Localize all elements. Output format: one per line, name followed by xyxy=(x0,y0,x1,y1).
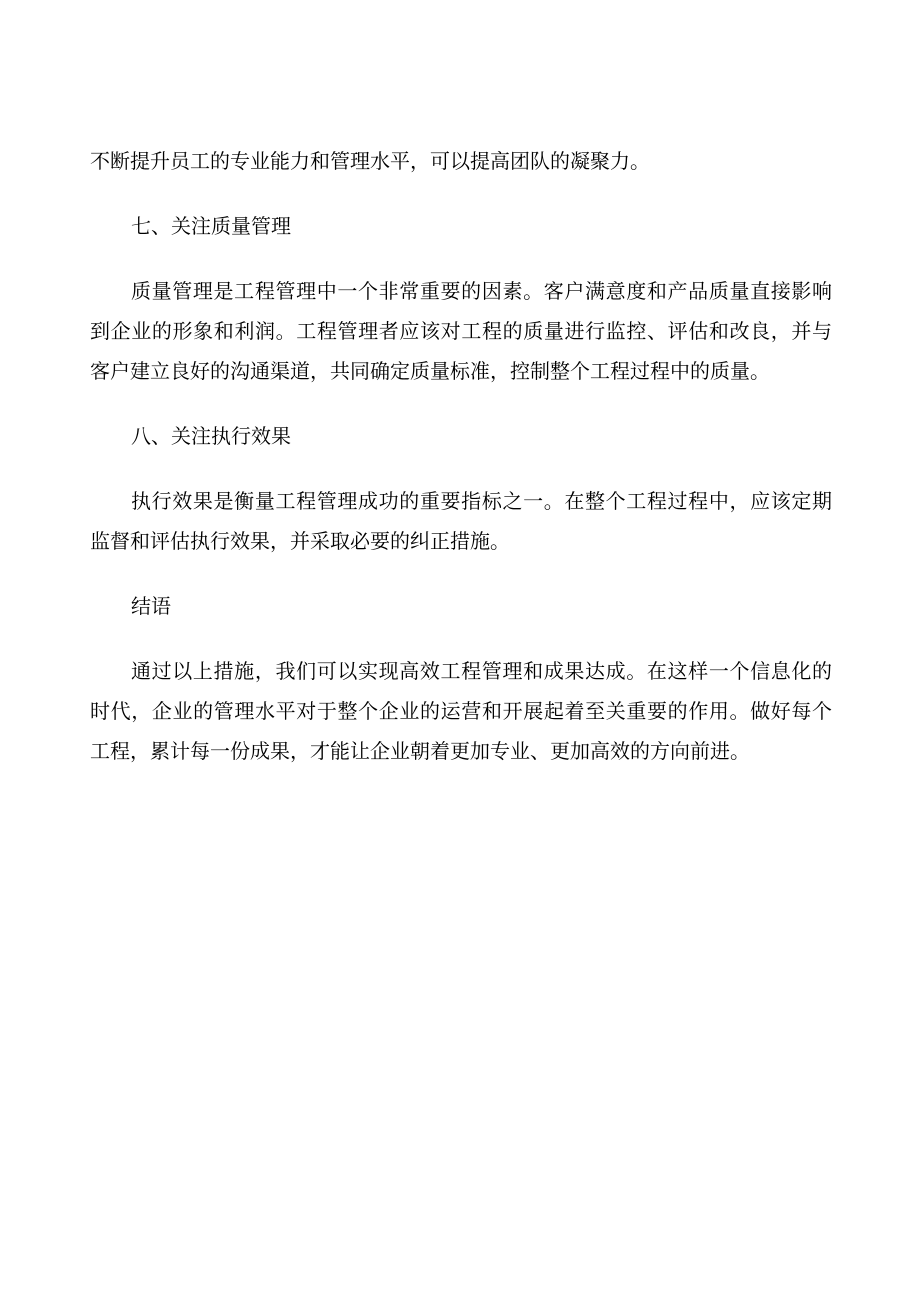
section-heading-execution xyxy=(90,416,832,456)
paragraph-quality xyxy=(90,271,832,391)
paragraph-line: 到企业的形象和利润。工程管理者应该对工程的质量进行监控、评估和改良，并与 xyxy=(90,319,832,343)
section-heading-quality xyxy=(90,206,832,246)
heading-text: 八、关注执行效果 xyxy=(131,424,291,448)
document-body xyxy=(90,141,832,796)
paragraph-line: 监督和评估执行效果，并采取必要的纠正措施。 xyxy=(90,529,510,553)
paragraph-line: 时代，企业的管理水平对于整个企业的运营和开展起着至关重要的作用。做好每个 xyxy=(90,699,832,723)
paragraph-line: 工程，累计每一份成果，才能让企业朝着更加专业、更加高效的方向前进。 xyxy=(90,739,750,763)
paragraph-line: 通过以上措施，我们可以实现高效工程管理和成果达成。在这样一个信息化的 xyxy=(131,659,832,683)
section-heading-conclusion xyxy=(90,586,832,626)
paragraph-line: 执行效果是衡量工程管理成功的重要指标之一。在整个工程过程中，应该定期 xyxy=(131,489,832,513)
paragraph-line: 客户建立良好的沟通渠道，共同确定质量标准，控制整个工程过程中的质量。 xyxy=(90,359,770,383)
heading-text: 七、关注质量管理 xyxy=(131,214,291,238)
paragraph-execution xyxy=(90,481,832,561)
paragraph-conclusion xyxy=(90,651,832,771)
paragraph-line: 质量管理是工程管理中一个非常重要的因素。客户满意度和产品质量直接影响 xyxy=(131,279,832,303)
heading-text: 结语 xyxy=(131,594,171,618)
paragraph-continuation xyxy=(90,141,832,181)
paragraph-line: 不断提升员工的专业能力和管理水平，可以提高团队的凝聚力。 xyxy=(90,149,650,173)
